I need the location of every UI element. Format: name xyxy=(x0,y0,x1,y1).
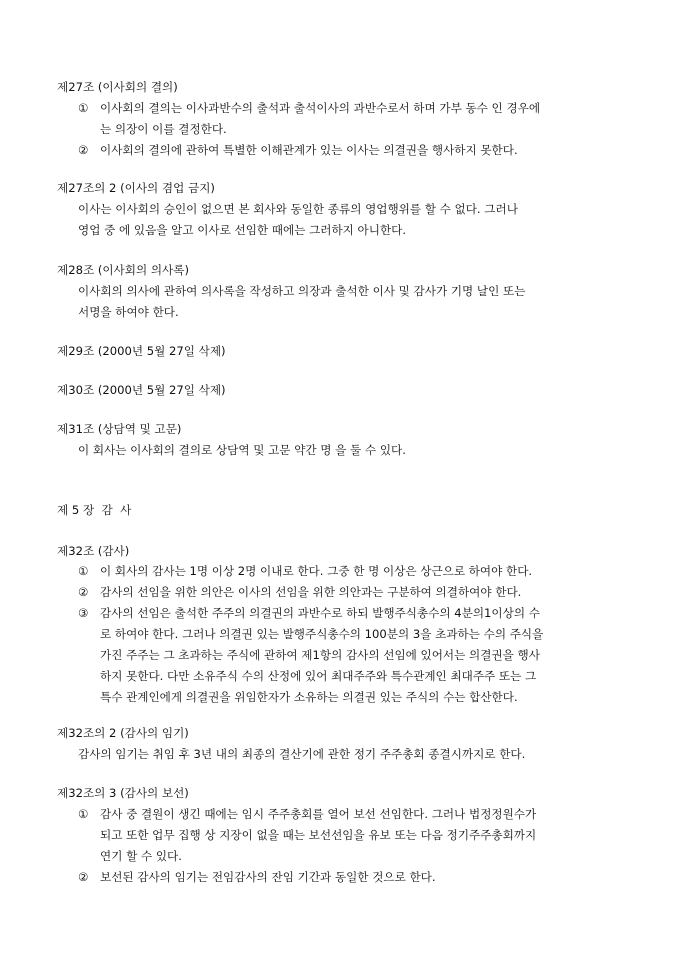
article-30-title: 제30조 (2000년 5월 27일 삭제) xyxy=(57,383,226,397)
item-mark: ① xyxy=(78,564,89,578)
article-27-item-1-cont: 는 의장이 이를 결정한다. xyxy=(100,122,227,136)
article-32-item-1 xyxy=(78,564,532,578)
item-mark: ② xyxy=(78,585,89,599)
item-text: 보선된 감사의 임기는 전임감사의 잔임 기간과 동일한 것으로 한다. xyxy=(100,870,436,884)
article-27-2-title: 제27조의 2 (이사의 겸업 금지) xyxy=(57,181,215,195)
article-31-title: 제31조 (상담역 및 고문) xyxy=(57,422,182,436)
article-32-item-3-cont: 특수 관계인에게 의결권을 위임한자가 소유하는 의결권 있는 주식의 수는 합산한다. xyxy=(100,690,518,704)
article-29-title: 제29조 (2000년 5월 27일 삭제) xyxy=(57,344,226,358)
article-32-3-item-1 xyxy=(78,807,536,821)
article-32-item-2 xyxy=(78,585,521,599)
item-mark: ② xyxy=(78,870,89,884)
article-32-item-3-cont: 하지 못한다. 다만 소유주식 수의 산정에 있어 최대주주와 특수관계인 최대주주 또는 그 xyxy=(100,669,537,683)
article-31-line: 이 회사는 이사회의 결의로 상담역 및 고문 약간 명 을 둘 수 있다. xyxy=(78,443,406,457)
article-27-title: 제27조 (이사회의 결의) xyxy=(57,80,178,94)
article-27-item-1 xyxy=(78,101,540,115)
article-27-2-line: 영업 중 에 있음을 알고 이사로 선임한 때에는 그러하지 아니한다. xyxy=(78,223,407,237)
article-27-item-2 xyxy=(78,143,518,157)
item-mark: ① xyxy=(78,101,89,115)
article-32-title: 제32조 (감사) xyxy=(57,544,130,558)
article-28-line: 이사회의 의사에 관하여 의사록을 작성하고 의장과 출석한 이사 및 감사가 기명 날인 또는 xyxy=(78,284,526,298)
item-mark: ② xyxy=(78,143,89,157)
item-text: 이사회의 결의에 관하여 특별한 이해관계가 있는 이사는 의결권을 행사하지 못한다. xyxy=(100,143,518,157)
article-32-item-3-cont: 로 하여야 한다. 그러나 의결권 있는 발행주식총수의 100분의 3을 초과하는 수의 주식을 xyxy=(100,627,544,641)
article-32-3-title: 제32조의 3 (감사의 보선) xyxy=(57,786,189,800)
article-28-line: 서명을 하여야 한다. xyxy=(78,305,179,319)
article-32-2-title: 제32조의 2 (감사의 임기) xyxy=(57,726,189,740)
article-32-2-line: 감사의 임기는 취임 후 3년 내의 최종의 결산기에 관한 정기 주주총회 종결시까지로 한다. xyxy=(78,747,526,761)
item-mark: ③ xyxy=(78,606,89,620)
article-32-item-3-cont: 가진 주주는 그 초과하는 주식에 관하여 제1항의 감사의 선임에 있어서는 의결권을 행사 xyxy=(100,648,540,662)
article-28-title: 제28조 (이사회의 의사록) xyxy=(57,263,189,277)
item-text: 이 회사의 감사는 1명 이상 2명 이내로 한다. 그중 한 명 이상은 상근으로 하여야 한다. xyxy=(100,564,533,578)
article-32-item-3 xyxy=(78,606,540,620)
article-32-3-item-2 xyxy=(78,870,436,884)
article-27-2-line: 이사는 이사회의 승인이 없으면 본 회사와 동일한 종류의 영업행위를 할 수 없다. 그러나 xyxy=(78,202,518,216)
article-32-3-item-1-cont: 되고 또한 업무 집행 상 지장이 없을 때는 보선선임을 유보 또는 다음 정기주주총회까지 xyxy=(100,828,537,842)
item-text: 감사의 선임을 위한 의안은 이사의 선임을 위한 의안과는 구분하여 의결하여야 한다. xyxy=(100,585,522,599)
chapter-5-heading: 제 5 장 감 사 xyxy=(57,503,132,517)
item-text: 감사 중 결원이 생긴 때에는 임시 주주총회를 열어 보선 선임한다. 그러나 법정정원수가 xyxy=(100,807,537,821)
item-mark: ① xyxy=(78,807,89,821)
item-text: 이사회의 결의는 이사과반수의 출석과 출석이사의 과반수로서 하며 가부 동수 인 경우에 xyxy=(100,101,541,115)
item-text: 감사의 선임은 출석한 주주의 의결권의 과반수로 하되 발행주식총수의 4분의1이상의 수 xyxy=(100,606,540,620)
article-32-3-item-1-cont: 연기 할 수 있다. xyxy=(100,849,182,863)
